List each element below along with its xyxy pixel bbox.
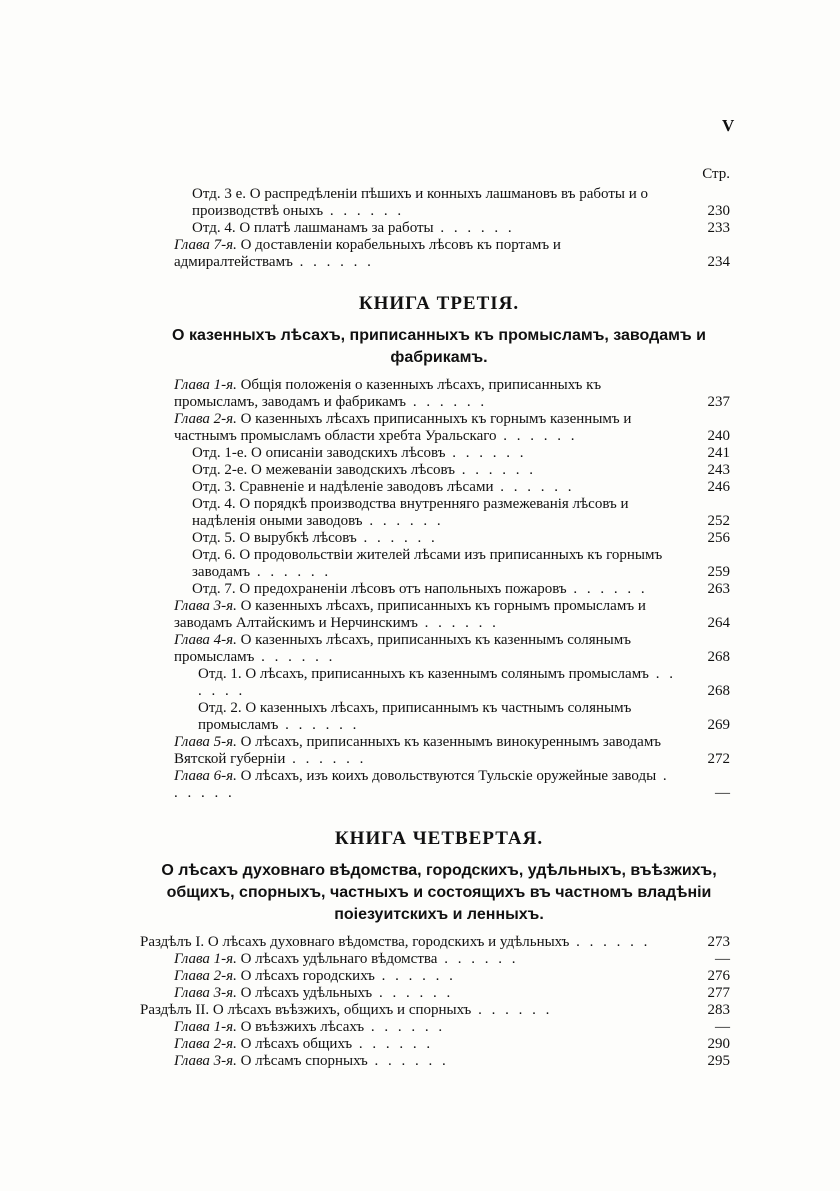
toc-entry-page: 234 (707, 254, 730, 270)
toc-entry-text (140, 1002, 738, 1019)
toc-entry-label: Раздѣлъ I. (140, 934, 205, 950)
toc-entry-label: Глава 3-я. (174, 1053, 237, 1069)
book4-title: КНИГА ЧЕТВЕРТАЯ. (334, 828, 544, 849)
leader-dots: . . . . . . (254, 649, 336, 665)
toc-entry-page: 277 (707, 985, 730, 1001)
toc-entry-title: Сравненіе и надѣленіе заводовъ лѣсами (239, 479, 494, 495)
toc-entry-title: О распредѣленіи пѣшихъ и конныхъ лашмановъ въ работы и о производствѣ оныхъ (192, 186, 649, 219)
toc-entry-text (174, 1019, 738, 1036)
toc-entry (140, 445, 738, 462)
leader-dots: . . . . . . (352, 1036, 434, 1052)
leader-dots: . . . . . . (362, 513, 444, 529)
toc-entry-page: 269 (707, 717, 730, 733)
toc-entry-page: 268 (707, 649, 730, 665)
toc-entry-label: Глава 7-я. (174, 237, 237, 253)
toc-entry-page: — (715, 951, 730, 967)
toc-entry-page: 240 (707, 428, 730, 444)
toc-entry (140, 985, 738, 1002)
toc-entry-text (174, 377, 738, 411)
toc-entry-text (174, 1053, 738, 1070)
toc-entry-text (174, 598, 738, 632)
toc-entry-title: О доставленіи корабельныхъ лѣсовъ къ портамъ и адмиралтействамъ (174, 237, 561, 270)
toc-page (140, 166, 738, 1070)
toc-entry-text (192, 462, 738, 479)
toc-entry-title: О предохраненіи лѣсовъ отъ напольныхъ пожаровъ (239, 581, 567, 597)
toc-entry-title: О продовольствіи жителей лѣсами изъ приписанныхъ къ горнымъ заводамъ (192, 547, 663, 580)
toc-entry (140, 479, 738, 496)
toc-entry-text (174, 985, 738, 1002)
toc-entry-page: 252 (707, 513, 730, 529)
toc-entry-text (174, 968, 738, 985)
toc-entry-label: Отд. 3. (192, 479, 236, 495)
toc-entry (140, 666, 738, 700)
toc-entry (140, 951, 738, 968)
toc-entry-label: Глава 2-я. (174, 968, 237, 984)
toc-entry-title: О лѣсахъ, приписанныхъ къ казеннымъ винокуреннымъ заводамъ Вятской губерніи (174, 734, 662, 767)
leader-dots: . . . . . . (278, 717, 360, 733)
toc-entry-label: Раздѣлъ II. (140, 1002, 210, 1018)
toc-entry (140, 220, 738, 237)
toc-entry-title: О казенныхъ лѣсахъ, приписанныхъ къ горнымъ промысламъ и заводамъ Алтайскимъ и Нерчинскимъ (174, 598, 646, 631)
leader-dots: . . . . . . (356, 530, 438, 546)
toc-entry (140, 734, 738, 768)
toc-entry-label: Глава 2-я. (174, 1036, 237, 1052)
toc-entry-title: О въѣзжихъ лѣсахъ (240, 1019, 365, 1035)
leader-dots: . . . . . . (323, 203, 405, 219)
book4-subtitle: О лѣсахъ духовнаго вѣдомства, городскихъ, удѣльныхъ, въѣзжихъ, общихъ, спорныхъ, частныхъ и состоящихъ въ частномъ владѣніи поіезуитскихъ и ленныхъ. (161, 862, 717, 923)
toc-entry (140, 598, 738, 632)
toc-entry-label: Глава 4-я. (174, 632, 237, 648)
toc-entry (140, 1019, 738, 1036)
book3-title: КНИГА ТРЕТІЯ. (358, 293, 520, 314)
toc-entry (140, 581, 738, 598)
toc-entry-page: 243 (707, 462, 730, 478)
toc-entry (140, 1053, 738, 1070)
toc-entry (140, 530, 738, 547)
toc-entry (140, 700, 738, 734)
toc-entry-title: О платѣ лашманамъ за работы (239, 220, 434, 236)
toc-entry (140, 462, 738, 479)
toc-entry-text (192, 445, 738, 462)
toc-entry-page: 290 (707, 1036, 730, 1052)
toc-entry-text (198, 666, 738, 700)
toc-entry-page: 276 (707, 968, 730, 984)
toc-entry-title: О вырубкѣ лѣсовъ (239, 530, 357, 546)
toc-entry-page: 268 (707, 683, 730, 699)
toc-entry-text (174, 1036, 738, 1053)
leader-dots: . . . . . . (471, 1002, 553, 1018)
leader-dots: . . . . . . (292, 254, 374, 270)
toc-entry (140, 968, 738, 985)
toc-entry-label: Отд. 1-е. (192, 445, 248, 461)
toc-entry-text (174, 768, 738, 802)
toc-entry-page: 259 (707, 564, 730, 580)
leader-dots: . . . . . . (417, 615, 499, 631)
toc-entry (140, 632, 738, 666)
toc-entry (140, 411, 738, 445)
toc-entry-title: О лѣсахъ удѣльнаго вѣдомства (240, 951, 438, 967)
toc-entry-title: О порядкѣ производства внутренняго размежеванія лѣсовъ и надѣленія оными заводовъ (192, 496, 629, 529)
toc-entry-page: — (715, 1019, 730, 1035)
leader-dots: . . . . . . (372, 985, 454, 1001)
toc-entry (140, 768, 738, 802)
leader-dots: . . . . . . (374, 968, 456, 984)
toc-entry-page: 241 (707, 445, 730, 461)
toc-entry-page: — (715, 785, 730, 801)
leader-dots: . . . . . . (433, 220, 515, 236)
toc-entry-page: 256 (707, 530, 730, 546)
toc-entry (140, 496, 738, 530)
leader-dots: . . . . . . (496, 428, 578, 444)
toc-entry-text (174, 411, 738, 445)
toc-entry-text (174, 734, 738, 768)
toc-entry-label: Отд. 7. (192, 581, 236, 597)
page-number: V (722, 116, 735, 135)
leader-dots: . . . . . . (250, 564, 332, 580)
toc-entry-title: О лѣсахъ, изъ коихъ довольствуются Тульскіе оружейные заводы (240, 768, 657, 784)
toc-entry-label: Глава 2-я. (174, 411, 237, 427)
toc-entry-title: О казенныхъ лѣсахъ приписанныхъ къ горнымъ казеннымъ и частнымъ промысламъ области хребта Уральскаго (174, 411, 632, 444)
toc-entry (140, 1036, 738, 1053)
leader-dots: . . . . . . (454, 462, 536, 478)
toc-entry (140, 1002, 738, 1019)
toc-entry-title: О лѣсахъ, приписанныхъ къ казеннымъ солянымъ промысламъ (245, 666, 649, 682)
toc-entry (140, 934, 738, 951)
book3-toc (140, 377, 738, 802)
toc-entry (140, 186, 738, 220)
toc-entry-title: О казенныхъ лѣсахъ, приписанныхъ къ казеннымъ солянымъ промысламъ (174, 632, 631, 665)
toc-entry-label: Глава 6-я. (174, 768, 237, 784)
toc-entry-text (192, 547, 738, 581)
toc-entry-text (174, 951, 738, 968)
toc-entry-text (192, 530, 738, 547)
toc-entry-label: Глава 1-я. (174, 377, 237, 393)
toc-entry-page: 264 (707, 615, 730, 631)
toc-entry-label: Отд. 2-е. (192, 462, 248, 478)
toc-entry-page: 273 (707, 934, 730, 950)
toc-entry-label: Отд. 4. (192, 496, 236, 512)
leader-dots: . . . . . . (198, 666, 676, 699)
toc-entry-title: О описаніи заводскихъ лѣсовъ (250, 445, 446, 461)
toc-entry (140, 547, 738, 581)
toc-entry-text (192, 186, 738, 220)
toc-entry-label: Глава 3-я. (174, 598, 237, 614)
toc-entry-label: Отд. 2. (198, 700, 242, 716)
page-column-header: Стр. (702, 166, 730, 182)
toc-entry-text (140, 934, 738, 951)
toc-entry-label: Отд. 6. (192, 547, 236, 563)
toc-entry-page: 283 (707, 1002, 730, 1018)
toc-entry-title: О межеваніи заводскихъ лѣсовъ (250, 462, 455, 478)
toc-entry-label: Глава 1-я. (174, 951, 237, 967)
toc-entry-page: 237 (707, 394, 730, 410)
toc-entry-text (198, 700, 738, 734)
toc-entry (140, 237, 738, 271)
toc-entry-page: 246 (707, 479, 730, 495)
toc-entry-page: 263 (707, 581, 730, 597)
toc-entry-page: 295 (707, 1053, 730, 1069)
leader-dots: . . . . . . (437, 951, 519, 967)
leader-dots: . . . . . . (445, 445, 527, 461)
leader-dots: . . . . . . (406, 394, 488, 410)
leader-dots: . . . . . . (285, 751, 367, 767)
toc-entry-title: О лѣсахъ общихъ (240, 1036, 353, 1052)
toc-entry-text (174, 237, 738, 271)
toc-entry-title: О лѣсахъ въѣзжихъ, общихъ и спорныхъ (212, 1002, 472, 1018)
toc-entry-title: О лѣсахъ городскихъ (240, 968, 375, 984)
toc-entry-page: 233 (707, 220, 730, 236)
leader-dots: . . . . . . (566, 581, 648, 597)
leader-dots: . . . . . . (569, 934, 651, 950)
leader-dots: . . . . . . (367, 1053, 449, 1069)
toc-entry-label: Отд. 4. (192, 220, 236, 236)
toc-entry-text (192, 496, 738, 530)
toc-entry-text (192, 479, 738, 496)
toc-entry-label: Глава 3-я. (174, 985, 237, 1001)
toc-entry-page: 230 (707, 203, 730, 219)
toc-entry-title: О лѣсахъ удѣльныхъ (240, 985, 373, 1001)
toc-entry-title: Общія положенія о казенныхъ лѣсахъ, приписанныхъ къ промысламъ, заводамъ и фабрикамъ (174, 377, 602, 410)
toc-entry-label: Отд. 5. (192, 530, 236, 546)
book3-subtitle: О казенныхъ лѣсахъ, приписанныхъ къ промысламъ, заводамъ и фабрикамъ. (172, 327, 706, 366)
toc-entry (140, 377, 738, 411)
toc-entry-text (192, 581, 738, 598)
toc-entry-title: О лѣсахъ духовнаго вѣдомства, городскихъ и удѣльныхъ (207, 934, 570, 950)
toc-entry-label: Глава 5-я. (174, 734, 237, 750)
toc-entry-title: О лѣсамъ спорныхъ (240, 1053, 368, 1069)
leader-dots: . . . . . . (174, 768, 670, 801)
leader-dots: . . . . . . (493, 479, 575, 495)
toc-entry-label: Отд. 1. (198, 666, 242, 682)
book4-toc (140, 934, 738, 1070)
toc-entry-label: Отд. 3 е. (192, 186, 246, 202)
toc-entry-text (174, 632, 738, 666)
toc-entry-text (192, 220, 738, 237)
toc-entry-title: О казенныхъ лѣсахъ, приписаннымъ къ частнымъ солянымъ промысламъ (198, 700, 632, 733)
toc-entry-label: Глава 1-я. (174, 1019, 237, 1035)
leader-dots: . . . . . . (364, 1019, 446, 1035)
toc-entry-page: 272 (707, 751, 730, 767)
toc-part1 (140, 186, 738, 271)
